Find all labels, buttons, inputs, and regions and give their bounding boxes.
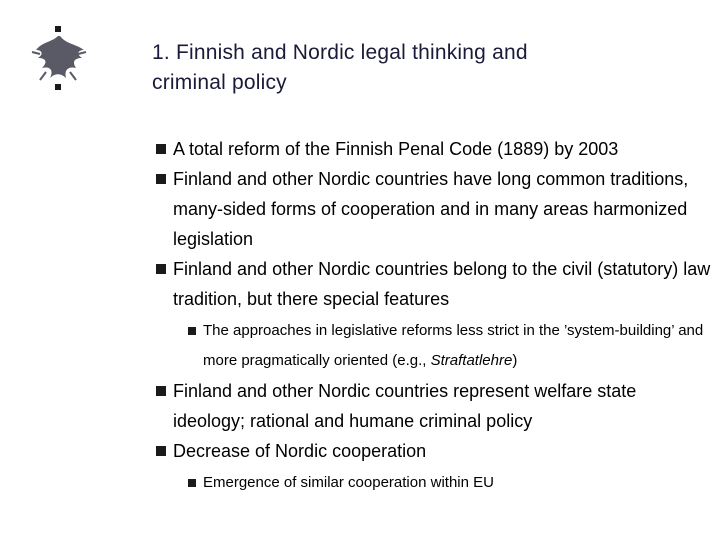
bullet-item-decrease xyxy=(152,436,712,466)
square-sub-bullet-icon xyxy=(188,479,196,487)
square-bullet-icon xyxy=(156,174,166,184)
sub-bullet-italic-term: Straftatlehre xyxy=(430,352,513,369)
bullet-text: Decrease of Nordic cooperation xyxy=(173,441,427,461)
bullet-item-penal-code xyxy=(152,134,712,164)
sub-bullet-item-eu xyxy=(152,468,712,498)
square-bullet-icon xyxy=(156,386,166,396)
bullet-list xyxy=(152,134,712,498)
square-sub-bullet-icon xyxy=(188,327,196,335)
university-logo-icon xyxy=(28,24,88,96)
sub-bullet-text: Emergence of similar cooperation within EU xyxy=(203,474,494,491)
sub-bullet-item-approaches xyxy=(152,316,712,376)
bullet-text: A total reform of the Finnish Penal Code (1889) by 2003 xyxy=(173,139,619,159)
slide-title xyxy=(152,38,692,98)
sub-bullet-text-end: ) xyxy=(512,352,518,369)
square-bullet-icon xyxy=(156,446,166,456)
bullet-item-welfare-state xyxy=(152,376,712,436)
sub-bullet-text: The approaches in legislative reforms less strict in the ’system-building’ and more pragmatically oriented (e.g., xyxy=(203,322,704,369)
bullet-item-civil-law xyxy=(152,254,712,314)
slide-title-line2: criminal policy xyxy=(152,71,287,94)
bullet-text: Finland and other Nordic countries belong to the civil (statutory) law tradition, but there special features xyxy=(173,259,711,309)
square-bullet-icon xyxy=(156,264,166,274)
square-bullet-icon xyxy=(156,144,166,154)
slide-title-line1: 1. Finnish and Nordic legal thinking and xyxy=(152,41,528,64)
bullet-text: Finland and other Nordic countries have long common traditions, many-sided forms of cooperation and in many areas harmonized legislation xyxy=(173,169,689,249)
bullet-item-common-traditions xyxy=(152,164,712,254)
bullet-text: Finland and other Nordic countries represent welfare state ideology; rational and humane criminal policy xyxy=(173,381,637,431)
